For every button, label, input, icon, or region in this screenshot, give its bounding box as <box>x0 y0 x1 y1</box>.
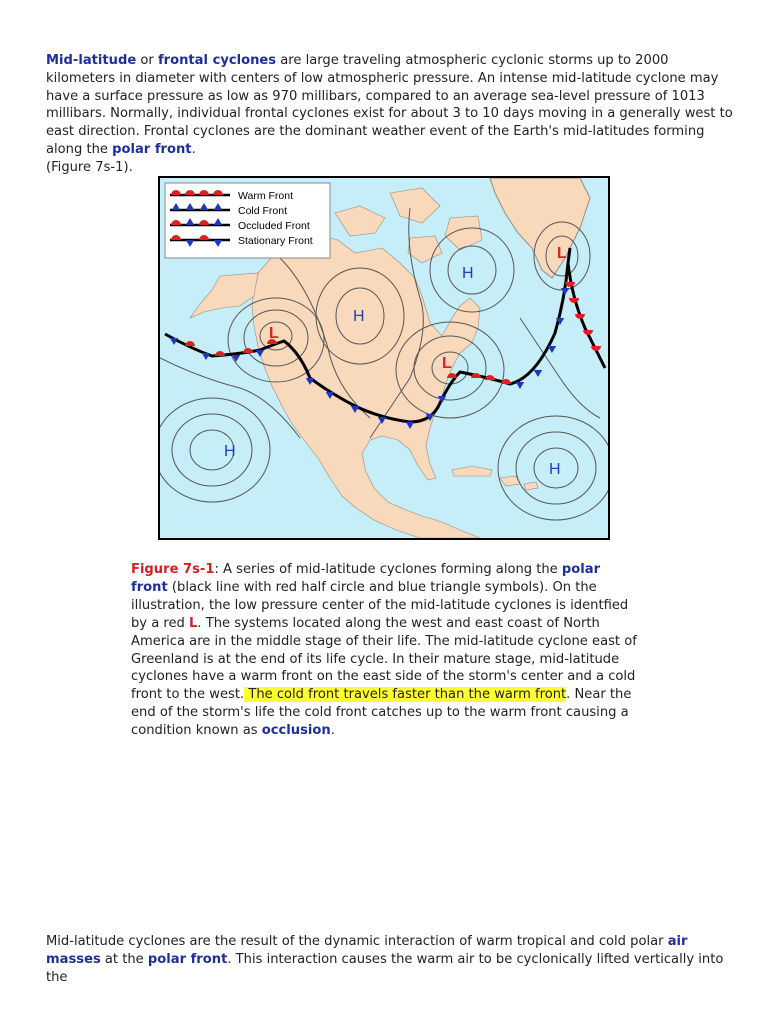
map-legend <box>165 183 330 258</box>
legend-stationary-front: Stationary Front <box>238 235 313 247</box>
intro-text-1: or <box>136 53 158 68</box>
figure-caption <box>131 561 641 740</box>
term-mid-latitude[interactable]: Mid-latitude <box>46 53 137 68</box>
legend-warm-front: Warm Front <box>238 190 294 202</box>
figure-label: Figure 7s-1 <box>131 562 215 577</box>
term-occlusion[interactable]: occlusion <box>261 723 331 739</box>
intro-text-2: are large traveling atmospheric cyclonic storms up to 2000 kilometers in diameter with centers of low atmospheric pressure. An intense mid-latitude cyclone may have a surface pressure as low as 970 millibars, compared to an average sea-level pressure of 1013 millibars. Normally, individual frontal cyclones exist for about 3 to 10 days moving in a generally west to east direction. Frontal cyclones are the dominant weather event of the Earth's mid-latitudes forming along the <box>46 53 733 157</box>
legend-occluded-front: Occluded Front <box>238 220 310 232</box>
term-polar-front-caption[interactable]: polar front <box>131 562 601 595</box>
term-polar-front-2[interactable]: polar front <box>147 951 228 967</box>
term-air-masses[interactable]: air masses <box>46 934 688 967</box>
term-polar-front[interactable]: polar front <box>112 141 192 157</box>
weather-map-figure <box>158 176 610 540</box>
intro-text-3: . <box>191 141 196 157</box>
continuation-paragraph <box>46 933 736 986</box>
high-pressure-label-central: H <box>353 308 365 325</box>
caption-text-4: . Near the end of the storm's life the cold front catches up to the warm front causing a condition known as <box>131 687 632 739</box>
continuation-text-2: at the <box>100 951 148 967</box>
low-pressure-label-greenland: L <box>557 245 567 262</box>
caption-text-2: (black line with red half circle and blue triangle symbols). On the illustration, the low pressure center of the mid-latitude cyclones is identfied by a red <box>131 579 629 631</box>
intro-paragraph <box>46 52 736 177</box>
caption-text-5: . <box>330 723 335 739</box>
high-pressure-label-pacific: H <box>224 443 236 460</box>
caption-text-3: . The systems located along the west and east coast of North America are in the middle stage of their life. The mid-latitude cyclone east of Greenland is at the end of its life cycle. In their mature stage, mid-latitude cyclones have a warm front on the east side of the storm's center and a cold front to the west. <box>131 615 637 703</box>
high-pressure-label-canada: H <box>462 265 474 282</box>
low-pressure-label-east: L <box>442 355 452 372</box>
low-pressure-label-west: L <box>269 325 279 342</box>
continuation-text-1: Mid-latitude cyclones are the result of the dynamic interaction of warm tropical and cold polar <box>46 934 668 949</box>
figure-reference: (Figure 7s-1). <box>46 159 133 175</box>
low-symbol-reference: L <box>189 615 198 631</box>
caption-text-1: : A series of mid-latitude cyclones forming along the <box>214 562 562 577</box>
term-frontal-cyclones[interactable]: frontal cyclones <box>157 53 277 68</box>
highlighted-sentence: The cold front travels faster than the warm front <box>244 687 567 703</box>
legend-cold-front: Cold Front <box>238 205 288 217</box>
high-pressure-label-atlantic: H <box>549 461 561 478</box>
continuation-text-3: . This interaction causes the warm air to be cyclonically lifted vertically into the <box>46 951 724 985</box>
